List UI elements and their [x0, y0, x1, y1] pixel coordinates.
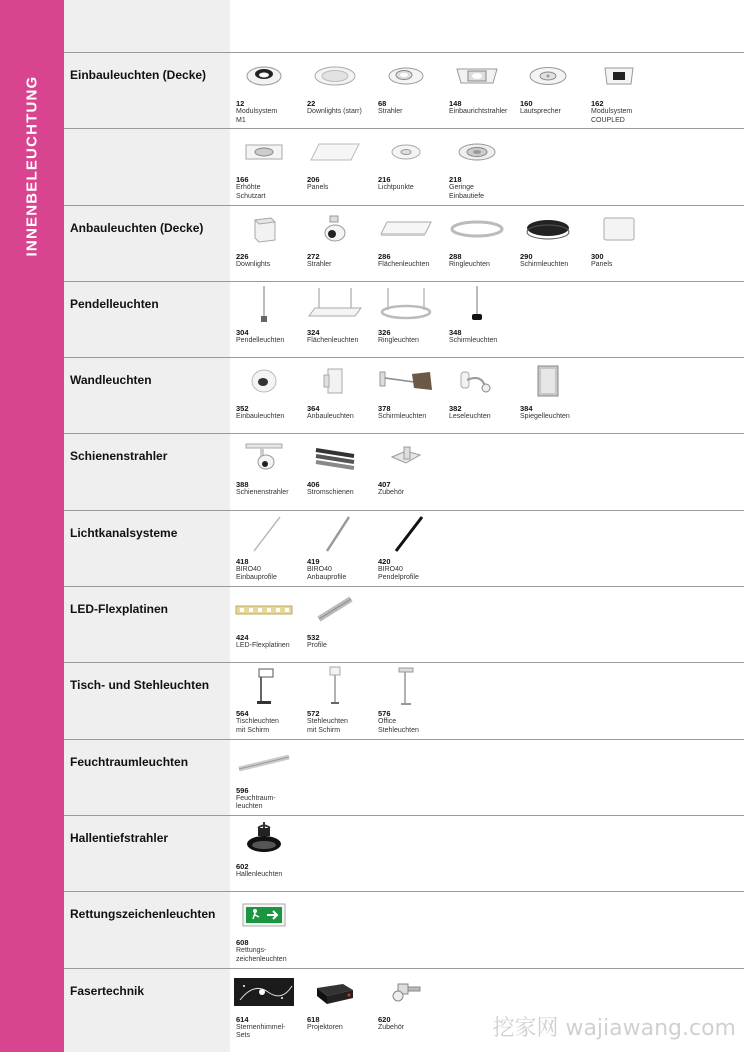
product-label: Pendelleuchten [236, 336, 285, 344]
page-number: 324 [307, 327, 320, 337]
catalog-table [64, 52, 744, 1044]
category-row [64, 739, 744, 815]
product-item[interactable] [585, 53, 655, 129]
highbay-icon [234, 822, 294, 856]
page-number: 420 [378, 556, 391, 566]
flat-panel-icon [376, 212, 436, 246]
product-item[interactable] [372, 434, 442, 510]
category-row [64, 357, 744, 433]
category-title: Hallentiefstrahler [70, 830, 169, 845]
category-title: Tisch- und Stehleuchten [70, 678, 210, 693]
page-number: 532 [307, 633, 320, 643]
starry-sky-icon [234, 975, 294, 1009]
page-number: 378 [378, 404, 391, 414]
product-item[interactable] [301, 587, 371, 663]
product-item[interactable] [230, 129, 300, 205]
product-label: Profile [307, 642, 327, 650]
page-number: 216 [378, 175, 391, 185]
category-row [64, 205, 744, 281]
page-number: 226 [236, 251, 249, 261]
category-title: Fasertechnik [70, 983, 145, 998]
product-item[interactable] [514, 358, 584, 434]
fiber-accessory-icon [376, 975, 436, 1009]
product-label: Einbauleuchten [236, 413, 285, 421]
product-item[interactable] [443, 206, 513, 282]
pendant-ring-icon [376, 288, 436, 322]
square-protected-icon [234, 135, 294, 169]
product-item[interactable] [443, 358, 513, 434]
product-label: LED-Flexplatinen [236, 642, 290, 650]
product-item[interactable] [443, 53, 513, 129]
category-title: Anbauleuchten (Decke) [70, 220, 204, 235]
category-row [64, 586, 744, 662]
product-label: Geringe Einbautiefe [449, 184, 485, 200]
product-label: Leseleuchten [449, 413, 491, 421]
product-label: Zubehör [378, 1023, 405, 1031]
page-number: 272 [307, 251, 320, 261]
page-number: 288 [449, 251, 462, 261]
reading-light-icon [447, 364, 507, 398]
light-point-icon [376, 135, 436, 169]
product-label: BIRO40 Einbauprofile [236, 565, 277, 582]
page-number: 304 [236, 327, 249, 337]
square-panel-icon [589, 212, 649, 246]
product-label: Zubehör [378, 489, 405, 497]
category-row [64, 433, 744, 509]
product-label: Hallenleuchten [236, 870, 283, 878]
track-spot-icon [234, 440, 294, 474]
square-recessed-icon [447, 59, 507, 93]
product-label: Stromschienen [307, 489, 354, 497]
product-label: BIRO40 Anbauprofile [307, 565, 347, 582]
category-title: Lichtkanalsysteme [70, 525, 178, 540]
category-title: Rettungszeichenleuchten [70, 907, 216, 922]
damp-proof-icon [234, 746, 294, 780]
product-label: Anbauleuchten [307, 413, 354, 421]
product-label: Downlights [236, 260, 271, 268]
page-number: 620 [378, 1014, 391, 1024]
product-label: Panels [307, 184, 329, 192]
product-item[interactable] [230, 892, 300, 968]
category-row [64, 128, 744, 204]
page-number: 618 [307, 1014, 320, 1024]
product-label: Spiegelleuchten [520, 413, 570, 421]
product-item[interactable] [301, 358, 371, 434]
category-row [64, 510, 744, 586]
product-item[interactable] [301, 434, 371, 510]
pendant-panel-icon [305, 288, 365, 322]
product-label: BIRO40 Pendelprofile [378, 565, 419, 582]
profile-dark-icon [376, 517, 436, 551]
page-number: 614 [236, 1014, 249, 1024]
product-item[interactable] [230, 358, 300, 434]
product-label: Modulsystem M1 [236, 108, 278, 124]
page-number: 418 [236, 556, 249, 566]
product-label: Strahler [378, 108, 403, 115]
section-label: INNENBELEUCHTUNG [23, 75, 41, 257]
page-number: 352 [236, 404, 249, 414]
pendant-shade-icon [447, 288, 507, 322]
product-item[interactable] [514, 53, 584, 129]
product-label: Projektoren [307, 1023, 343, 1031]
product-label: Tischleuchten mit Schirm [236, 718, 279, 734]
product-label: Schirmleuchten [378, 413, 427, 421]
product-label: Flächenleuchten [378, 260, 430, 268]
product-label: Strahler [307, 260, 332, 268]
category-title: LED-Flexplatinen [70, 602, 169, 617]
page-number: 572 [307, 709, 320, 719]
page-number: 382 [449, 404, 462, 414]
surface-cube-icon [234, 212, 294, 246]
product-item[interactable] [301, 206, 371, 282]
product-item[interactable] [372, 129, 442, 205]
product-item[interactable] [372, 969, 442, 1045]
exit-sign-icon [234, 898, 294, 932]
category-row [64, 815, 744, 891]
product-item[interactable] [301, 282, 371, 358]
category-row [64, 52, 744, 128]
product-item[interactable] [372, 358, 442, 434]
product-item[interactable] [301, 53, 371, 129]
product-item[interactable] [301, 511, 371, 587]
page-number: 348 [449, 327, 462, 337]
page-number: 162 [591, 99, 604, 108]
page-number: 12 [236, 99, 245, 108]
page-number: 166 [236, 175, 249, 185]
product-item[interactable] [372, 511, 442, 587]
product-item[interactable] [514, 206, 584, 282]
product-item[interactable] [443, 129, 513, 205]
page-number: 596 [236, 785, 249, 795]
product-item[interactable] [443, 282, 513, 358]
product-item[interactable] [301, 129, 371, 205]
product-label: Feuchtraum- leuchten [236, 794, 276, 811]
page-number: 22 [307, 99, 316, 108]
product-label: Ringleuchten [449, 260, 490, 268]
product-label: Stehleuchten mit Schirm [307, 718, 348, 734]
speaker-icon [518, 59, 578, 93]
product-label: Rettungs- zeichenleuchten [236, 947, 287, 963]
pendant-icon [234, 288, 294, 322]
wall-box-icon [305, 364, 365, 398]
category-row [64, 281, 744, 357]
category-title: Wandleuchten [70, 373, 152, 388]
product-label: Schirmleuchten [520, 260, 569, 268]
wall-shade-icon [376, 364, 436, 398]
page-number: 290 [520, 251, 533, 261]
product-label: Einbaurichtstrahler [449, 108, 508, 115]
shallow-downlight-icon [447, 135, 507, 169]
product-label: Lautsprecher [520, 108, 561, 115]
floor-lamp-icon [305, 669, 365, 703]
product-label: Sternenhimmel- Sets [236, 1023, 286, 1040]
product-item[interactable] [230, 969, 300, 1045]
product-label: Downlights (starr) [307, 108, 362, 115]
ring-icon [447, 212, 507, 246]
product-label: Ringleuchten [378, 336, 419, 344]
profile-thin-icon [234, 517, 294, 551]
track-rails-icon [305, 440, 365, 474]
square-module-icon [589, 59, 649, 93]
led-strip-icon [234, 593, 294, 627]
page-number: 406 [307, 480, 320, 490]
page-number: 148 [449, 99, 462, 108]
category-title: Pendelleuchten [70, 296, 159, 311]
profile-mid-icon [305, 517, 365, 551]
page-number: 326 [378, 327, 391, 337]
page-number: 407 [378, 480, 391, 490]
product-item[interactable] [585, 206, 655, 282]
product-item[interactable] [230, 434, 300, 510]
office-lamp-icon [376, 669, 436, 703]
product-label: Schirmleuchten [449, 336, 498, 344]
led-profile-icon [305, 593, 365, 627]
panel-icon [305, 135, 365, 169]
page-number: 419 [307, 556, 320, 566]
product-item[interactable] [230, 816, 300, 892]
page-number: 68 [378, 99, 387, 108]
projector-icon [305, 975, 365, 1009]
product-label: Flächenleuchten [307, 336, 359, 344]
product-label: Panels [591, 260, 613, 268]
category-row [64, 891, 744, 967]
product-label: Modulsystem COUPLED [591, 108, 633, 124]
page-number: 388 [236, 480, 249, 490]
product-item[interactable] [301, 969, 371, 1045]
page-number: 206 [307, 175, 320, 185]
page-number: 608 [236, 938, 249, 948]
product-item[interactable] [230, 511, 300, 587]
page-number: 300 [591, 251, 604, 261]
product-item[interactable] [372, 663, 442, 739]
page-number: 576 [378, 709, 391, 719]
dark-disc-icon [518, 212, 578, 246]
product-item[interactable] [230, 663, 300, 739]
mirror-icon [518, 364, 578, 398]
surface-spot-icon [305, 212, 365, 246]
category-title: Feuchtraumleuchten [70, 754, 189, 769]
page-number: 424 [236, 633, 249, 643]
product-item[interactable] [230, 740, 300, 816]
product-item[interactable] [230, 53, 300, 129]
category-title: Einbauleuchten (Decke) [70, 68, 207, 82]
product-item[interactable] [301, 663, 371, 739]
page-number: 218 [449, 175, 462, 185]
page-number: 384 [520, 404, 533, 414]
product-item[interactable] [372, 282, 442, 358]
table-lamp-icon [234, 669, 294, 703]
product-item[interactable] [372, 53, 442, 129]
product-label: Schienenstrahler [236, 489, 289, 497]
product-item[interactable] [230, 282, 300, 358]
product-label: Lichtpunkte [378, 184, 414, 192]
page-number: 602 [236, 861, 249, 871]
category-title: Schienenstrahler [70, 449, 168, 464]
product-item[interactable] [230, 587, 300, 663]
sidebar [0, 0, 64, 1052]
watermark: 挖家网 wajiawang.com [492, 1016, 736, 1041]
page-number: 364 [307, 404, 320, 414]
product-item[interactable] [372, 206, 442, 282]
wall-recessed-icon [234, 364, 294, 398]
product-label: Office Stehleuchten [378, 718, 419, 734]
product-item[interactable] [230, 206, 300, 282]
adjustable-spot-icon [376, 59, 436, 93]
category-row [64, 662, 744, 738]
track-connector-icon [376, 440, 436, 474]
page-number: 160 [520, 99, 533, 108]
page-number: 286 [378, 251, 391, 261]
product-label: Erhöhte Schutzart [236, 184, 266, 200]
page-number: 564 [236, 709, 249, 719]
recessed-spot-icon [234, 59, 294, 93]
downlight-icon [305, 59, 365, 93]
